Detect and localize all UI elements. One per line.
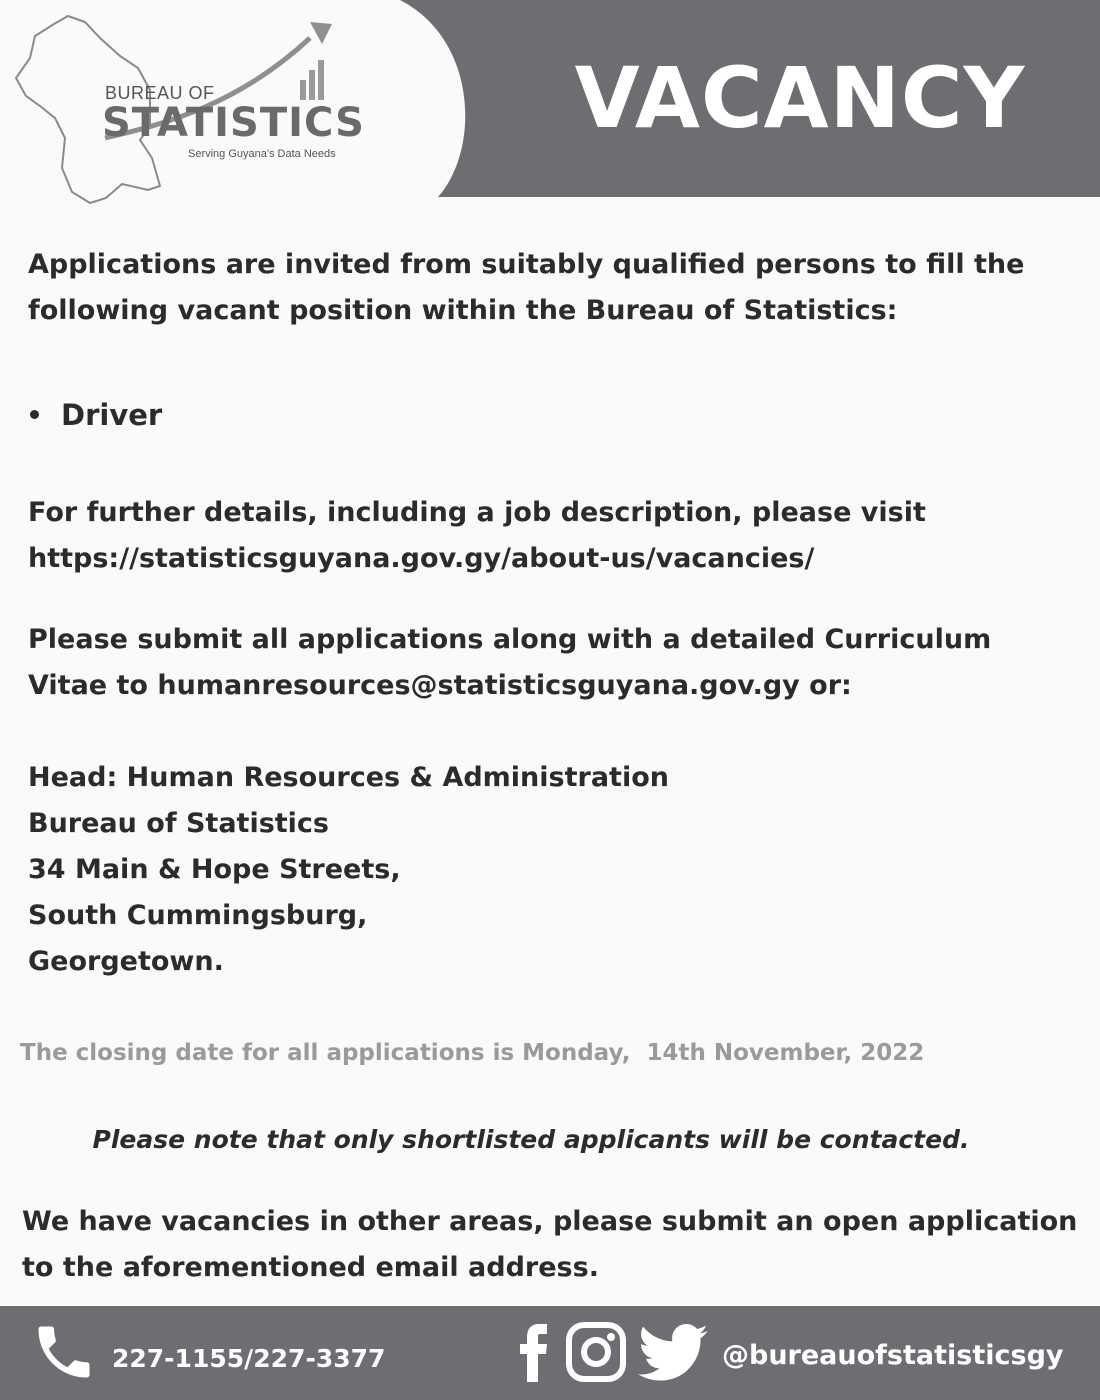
logo-tagline: Serving Guyana's Data Needs [188, 148, 336, 160]
address-line-4: South Cummingsburg, [28, 900, 368, 931]
bureau-logo [10, 8, 370, 208]
position-label: Driver [61, 398, 163, 432]
address-line-5: Georgetown. [28, 946, 224, 977]
footer [0, 1306, 1100, 1400]
twitter-icon[interactable] [638, 1324, 708, 1382]
instagram-icon[interactable] [566, 1322, 626, 1382]
address-line-2: Bureau of Statistics [28, 808, 330, 839]
details-paragraph: For further details, including a job description, please visit https://statisticsguyana.gov.gy/about-us/vacancies/ [28, 497, 926, 574]
open-application-paragraph: We have vacancies in other areas, please submit an open application to the aforementioned email address. [22, 1206, 1078, 1283]
position-list-item [30, 392, 162, 438]
address-line-3: 34 Main & Hope Streets, [28, 854, 401, 885]
address-block [28, 755, 669, 985]
submit-paragraph: Please submit all applications along with a detailed Curriculum Vitae to humanresources@statisticsguyana.gov.gy or: [28, 624, 992, 701]
phone-numbers: 227-1155/227-3377 [112, 1344, 386, 1373]
bullet-icon [30, 410, 39, 419]
logo-line1: BUREAU OF [105, 83, 215, 103]
closing-date: The closing date for all applications is Monday, 14th November, 2022 [20, 1040, 925, 1066]
phone-icon [30, 1318, 98, 1386]
shortlist-note: Please note that only shortlisted applicants will be contacted. [92, 1125, 970, 1154]
social-handle[interactable]: @bureauofstatisticsgy [722, 1340, 1064, 1371]
intro-paragraph: Applications are invited from suitably qualified persons to fill the following vacant position within the Bureau of Statistics: [28, 249, 1025, 326]
vacancy-title: VACANCY [574, 49, 1026, 147]
facebook-icon[interactable] [517, 1324, 553, 1382]
logo-line2: STATISTICS [102, 100, 365, 146]
address-line-1: Head: Human Resources & Administration [28, 762, 669, 793]
header [0, 0, 1100, 197]
